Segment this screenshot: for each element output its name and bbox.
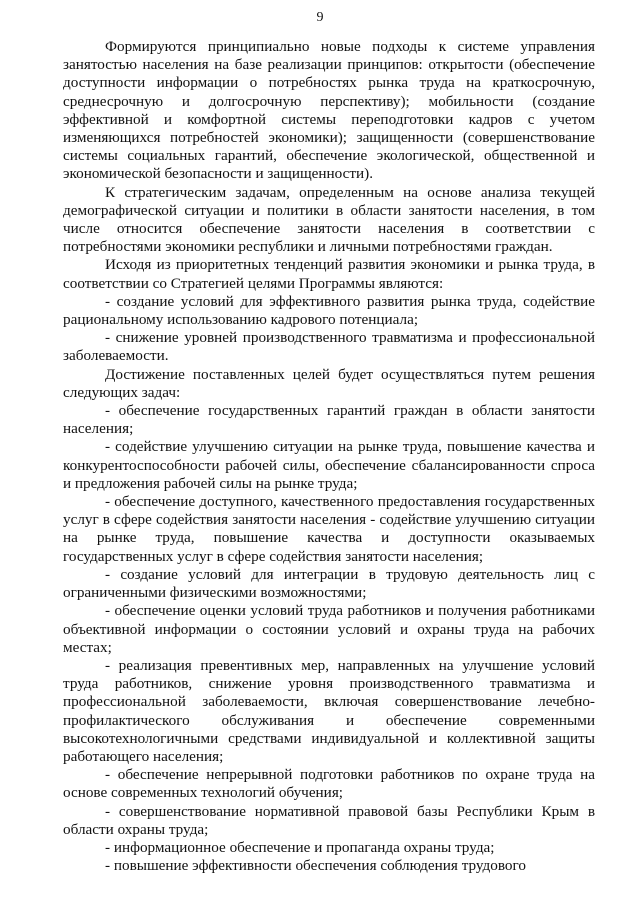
page-number: 9 (316, 10, 324, 25)
list-item: - обеспечение непрерывной подготовки работников по охране труда на основе современных технологий обучения; (63, 766, 595, 802)
paragraph: Исходя из приоритетных тенденций развития экономики и рынка труда, в соответствии со Стратегией целями Программы являются: (63, 256, 595, 292)
paragraph: К стратегическим задачам, определенным на основе анализа текущей демографической ситуации и политики в области занятости населения, в том числе относится обеспечение занятости населения в соответствии с потребностями экономики республики и личными потребностями граждан. (63, 183, 595, 256)
list-item: - содействие улучшению ситуации на рынке труда, повышение качества и конкурентоспособности рабочей силы, обеспечение сбалансированности спроса и предложения рабочей силы на рынке труда; (63, 438, 595, 492)
list-item: - создание условий для эффективного развития рынка труда, содействие рациональному использованию кадрового потенциала; (63, 292, 595, 329)
list-item: - совершенствование нормативной правовой базы Республики Крым в области охраны труда; (63, 802, 595, 838)
list-item: - обеспечение государственных гарантий граждан в области занятости населения; (63, 402, 595, 438)
list-item: - снижение уровней производственного травматизма и профессиональной заболеваемости. (63, 329, 595, 365)
paragraph: Формируются принципиально новые подходы к системе управления занятостью населения на базе реализации принципов: открытости (обеспечение доступности информации о потребностях рынка труда на краткосрочную, среднесрочную и долгосрочную перспективу); мобильности (создание эффективной и комфортной системы переподготовки кадров с учетом изменяющихся потребностей экономики); защищенности (совершенствование системы социальных гарантий, обеспечение экологической, общественной и экономической безопасности и защищенности). (63, 38, 595, 183)
paragraph: Достижение поставленных целей будет осуществляться путем решения следующих задач: (63, 365, 595, 401)
list-item: - обеспечение оценки условий труда работников и получения работниками объективной информации о состоянии условий и охраны труда на рабочих местах; (63, 602, 595, 656)
list-item: - информационное обеспечение и пропаганда охраны труда; (105, 838, 495, 856)
list-item: - обеспечение доступного, качественного предоставления государственных услуг в сфере содействия занятости населения - содействие улучшению ситуации на рынке труда, повышение качества и доступности оказываемых государственных услуг в сфере содействия занятости населения; (63, 493, 595, 565)
list-item: - повышение эффективности обеспечения соблюдения трудового (105, 857, 526, 875)
list-item: - создание условий для интеграции в трудовую деятельность лиц с ограниченными физическими возможностями; (63, 565, 595, 602)
document-body (63, 38, 595, 875)
list-item: - реализация превентивных мер, направленных на улучшение условий труда работников, снижение уровня производственного травматизма и профессиональной заболеваемости, включая совершенствование лечебно-профилактического обслуживания и обеспечение современными высокотехнологичными средствами индивидуальной и коллективной защиты работающего населения; (63, 656, 595, 765)
